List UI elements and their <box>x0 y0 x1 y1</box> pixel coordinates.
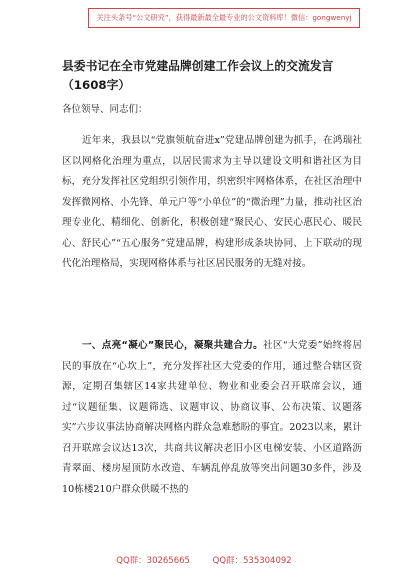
promo-banner: 关注头条号“公文研究”，获得最新最全最专业的公文资料库！微信：gongwenyj <box>88 8 360 28</box>
paragraph-body: 社区“大党委”始终将居民的事放在“心坎上”，充分发挥社区大党委的作用，通过整合辖区资源，定期召集辖区14家共建单位、物业和业委会召开联席会议，通过“议题征集、议题筛选、议题审议、协商议事、公布决策、议题落实”六步议事法协商解决网格内群众急难愁盼的事宜。2023以来，累计召开联席会议达13次，共商共议解决老旧小区电梯安装、小区道路沥青翠面、楼房屋顶防水改造、车辆乱停乱放等突出问题30多件，涉及10栋楼210户群众供暖不热的 <box>62 340 362 495</box>
paragraph-section-1 <box>62 336 362 500</box>
qq-group-2: QQ群：535304092 <box>212 556 292 566</box>
word-count: （1608字） <box>62 78 131 92</box>
footer-contact <box>0 555 408 567</box>
salutation: 各位领导、同志们： <box>62 104 148 115</box>
document-title: 县委书记在全市党建品牌创建工作会议上的交流发言 <box>62 59 334 73</box>
section-heading: 一、点亮“凝心”聚民心，凝聚共建合力。 <box>82 340 264 351</box>
paragraph-body: 近年来，我县以“党旗领航奋进x”党建品牌创建为抓手，在鸿瑞社区以网格化治理为重点，以居民需求为主导以建设文明和谐社区为目标，充分发挥社区党组织引领作用，织密织牢网格体系，在社区治理中发挥微网格、小先锋、单元户等“小单位”的“微治理”力量，推动社区治理专业化、精细化、创新化，积极创建“聚民心、安民心惠民心、暖民心、舒民心”“五心服务”党建品牌，构建形成条块协同、上下联动的现代化治理格局，实现网格体系与社区居民服务的无缝对接。 <box>62 135 362 269</box>
paragraph-intro <box>62 131 362 275</box>
qq-group-1: QQ群：30265665 <box>116 556 190 566</box>
